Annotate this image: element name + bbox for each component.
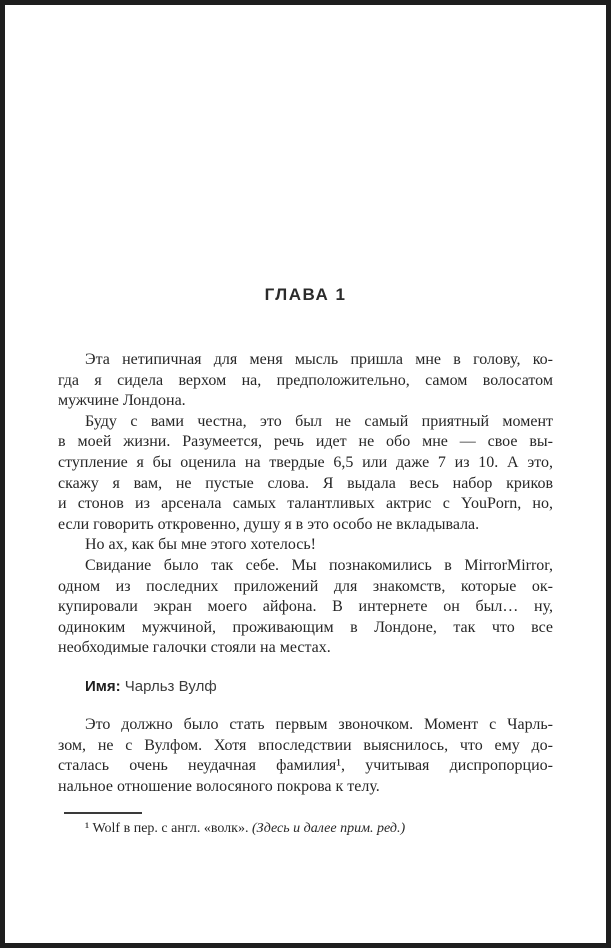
footnote-marker: ¹ <box>85 820 90 836</box>
footnote-body: Wolf в пер. с англ. «волк». <box>89 820 252 836</box>
paragraph: Это должно было стать первым звоночком. Момент с Чарль- зом, не с Вулфом. Хотя впоследствии выяснилось, что ему до- сталась очень неудачная фамилия¹, учитывая диспропорцио- нальное отношение волосяного покрова к телу. <box>58 715 553 795</box>
paragraph: Но ах, как бы мне этого хотелось! <box>85 536 316 554</box>
footnote-text <box>58 820 553 838</box>
paragraph: Свидание было так себе. Мы познакомились в MirrorMirror, одном из последних приложений для знакомств, которые ок- купировали экран моего айфона. В интернете он был… ну, одиноким мужчиной, проживающим в Лондоне, так что все необходимые галочки стояли на местах. <box>58 556 553 657</box>
paragraph: Эта нетипичная для меня мысль пришла мне в голову, ко- гда я сидела верхом на, предположительно, самом волосатом мужчине Лондона. <box>58 351 553 410</box>
paragraph: Буду с вами честна, это был не самый приятный момент в моей жизни. Разумеется, речь идет не обо мне — свое вы- ступление я бы оценила на твердые 6,5 или даже 7 из 10. А это, скажу я вам, не пустые слова. Я выдала весь набор криков и стонов из арсенала самых талантливых актрис с YouPorn, но, если говорить откровенно, душу я в это особо не вкладывала. <box>58 412 553 533</box>
footnote-divider <box>64 812 142 814</box>
profile-name-label: Имя: <box>85 677 121 695</box>
profile-name-line <box>58 677 553 697</box>
profile-name-value: Чарльз Вулф <box>124 677 217 695</box>
footnote-editor-note: (Здесь и далее прим. ред.) <box>251 820 406 836</box>
footnote <box>58 812 553 838</box>
chapter-heading: ГЛАВА 1 <box>264 285 347 304</box>
